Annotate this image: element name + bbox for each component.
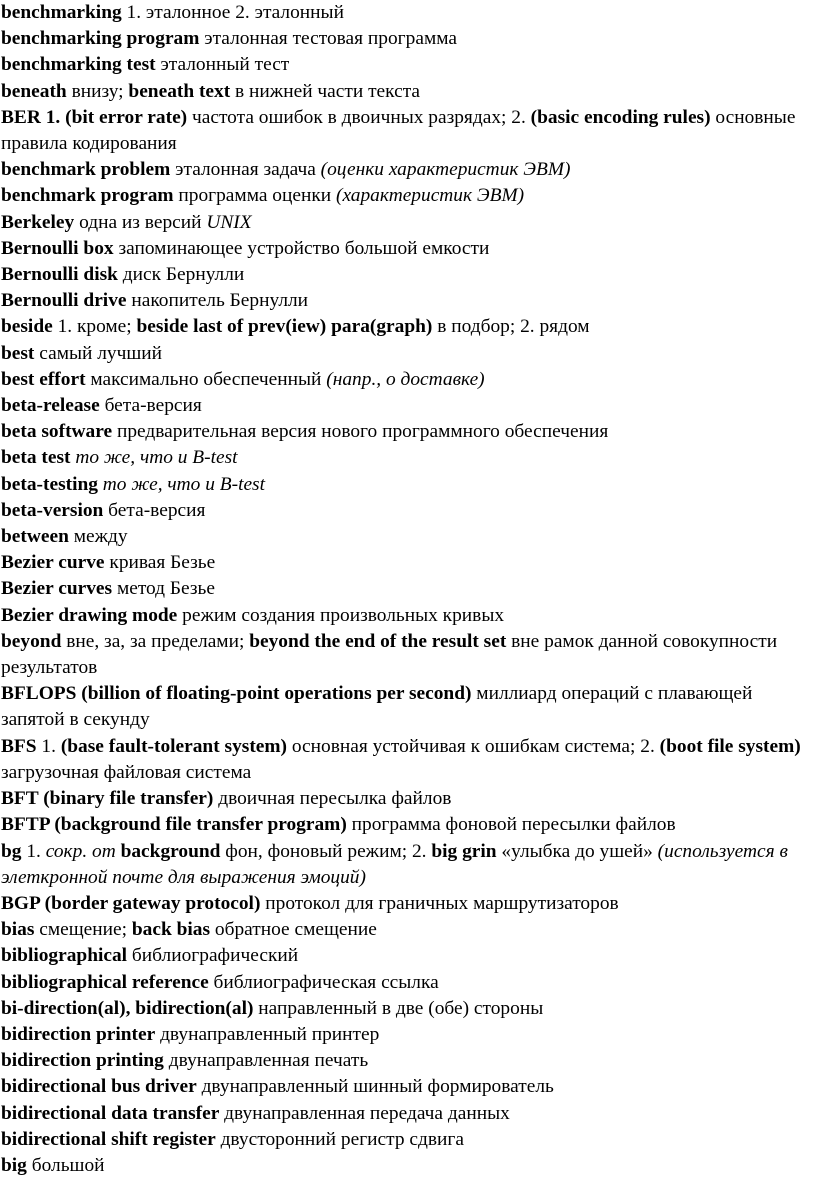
entry-definition: эталонный тест bbox=[155, 54, 290, 76]
entry-term: bibliographical bbox=[1, 945, 128, 967]
entry-term: Bezier drawing mode bbox=[1, 604, 178, 626]
entry-definition: миллиард операций с плавающей запятой в секунду bbox=[1, 683, 753, 731]
dictionary-entry bbox=[1, 576, 806, 602]
entry-note: сокр. от bbox=[45, 840, 116, 862]
entry-term: beta test bbox=[1, 447, 71, 469]
entry-definition: библиографическая ссылка bbox=[208, 971, 439, 993]
entry-term: BFLOPS (billion of floating-point operations per second) bbox=[1, 683, 472, 705]
entry-note: (напр., о доставке) bbox=[326, 368, 485, 390]
entry-term: benchmark program bbox=[1, 185, 174, 207]
entry-definition: загрузочная файловая система bbox=[1, 761, 252, 783]
entry-term: beta-version bbox=[1, 499, 104, 521]
dictionary-entry bbox=[1, 891, 806, 917]
entry-definition: 1. кроме; bbox=[52, 316, 137, 338]
entry-term: Bezier curve bbox=[1, 552, 105, 574]
entry-definition: в нижней части текста bbox=[230, 80, 421, 102]
entry-term: beyond bbox=[1, 630, 62, 652]
dictionary-entry bbox=[1, 105, 806, 157]
entry-term: between bbox=[1, 526, 69, 548]
entry-term: Bezier curves bbox=[1, 578, 113, 600]
dictionary-entry bbox=[1, 786, 806, 812]
dictionary-entry bbox=[1, 524, 806, 550]
dictionary-entry bbox=[1, 288, 806, 314]
entry-definition: кривая Безье bbox=[104, 552, 216, 574]
entry-definition: «улыбка до ушей» bbox=[496, 840, 658, 862]
entry-definition: программа фоновой пересылки файлов bbox=[346, 814, 676, 836]
entry-definition: одна из версий bbox=[74, 211, 207, 233]
entry-definition: фон, фоновый режим; 2. bbox=[220, 840, 432, 862]
dictionary-entry bbox=[1, 236, 806, 262]
dictionary-entry bbox=[1, 341, 806, 367]
dictionary-entry bbox=[1, 1074, 806, 1100]
entry-term: benchmark problem bbox=[1, 159, 171, 181]
entry-term: beta software bbox=[1, 421, 113, 443]
dictionary-entry bbox=[1, 1101, 806, 1127]
entry-definition: бета-версия bbox=[99, 395, 202, 417]
entry-term: (boot file system) bbox=[659, 735, 801, 757]
entry-term: beneath text bbox=[128, 80, 231, 102]
entry-definition: бета-версия bbox=[103, 499, 206, 521]
dictionary-entry bbox=[1, 498, 806, 524]
entry-note: то же, что и B-test bbox=[75, 447, 238, 469]
entry-definition: вне, за, за пределами; bbox=[61, 630, 250, 652]
entry-definition: основные правила кодирования bbox=[1, 106, 796, 155]
entry-term: big grin bbox=[431, 840, 497, 862]
entry-definition: в подбор; 2. рядом bbox=[432, 316, 590, 338]
entry-term: bibliographical reference bbox=[1, 971, 209, 993]
entry-term: (base fault-tolerant system) bbox=[60, 735, 287, 757]
entry-definition: эталонная тестовая программа bbox=[199, 28, 457, 50]
entry-term: background bbox=[120, 840, 221, 862]
dictionary-entry bbox=[1, 183, 806, 209]
entry-term: back bias bbox=[131, 919, 211, 941]
entry-definition: 1. bbox=[36, 735, 61, 757]
dictionary-entry bbox=[1, 1022, 806, 1048]
dictionary-entry bbox=[1, 1048, 806, 1074]
dictionary-entry bbox=[1, 629, 806, 681]
entry-note: (используется в элеткронной почте для выражения эмоций) bbox=[1, 840, 788, 888]
dictionary-entry bbox=[1, 603, 806, 629]
entry-term: Bernoulli drive bbox=[1, 290, 127, 312]
entry-term: bg bbox=[1, 840, 22, 862]
entry-term: bidirectional shift register bbox=[1, 1128, 216, 1150]
entry-term: beside bbox=[1, 316, 53, 338]
dictionary-entry bbox=[1, 1153, 806, 1179]
entry-term: benchmarking test bbox=[1, 54, 156, 76]
entry-definition: эталонная задача bbox=[170, 159, 321, 181]
entry-definition: 1. bbox=[21, 840, 46, 862]
entry-note: (характеристик ЭВМ) bbox=[335, 185, 525, 207]
entry-definition: 1. эталонное 2. эталонный bbox=[121, 2, 344, 23]
entry-definition: смещение; bbox=[34, 919, 132, 941]
dictionary-entry bbox=[1, 367, 806, 393]
entry-definition: вне рамок данной совокупности результатов bbox=[1, 630, 778, 679]
entry-term: best bbox=[1, 342, 35, 364]
entry-definition: диск Бернулли bbox=[117, 264, 245, 286]
dictionary-entry bbox=[1, 970, 806, 996]
entry-term: benchmarking bbox=[1, 2, 122, 23]
entry-definition: предварительная версия нового программного обеспечения bbox=[112, 421, 609, 443]
entry-term: bidirectional data transfer bbox=[1, 1102, 220, 1124]
entry-term: bidirection printer bbox=[1, 1023, 156, 1045]
dictionary-entry bbox=[1, 210, 806, 236]
dictionary-entry bbox=[1, 445, 806, 471]
entry-definition: двунаправленный шинный формирователь bbox=[196, 1076, 554, 1098]
entry-term: beta-release bbox=[1, 395, 100, 417]
entry-term: (basic encoding rules) bbox=[530, 106, 711, 128]
entry-definition: обратное смещение bbox=[210, 919, 377, 941]
entry-definition: накопитель Бернулли bbox=[126, 290, 309, 312]
dictionary-entry bbox=[1, 52, 806, 78]
entry-term: Bernoulli disk bbox=[1, 264, 118, 286]
entry-term: beside last of prev(iew) para(graph) bbox=[136, 316, 433, 338]
entry-term: bidirectional bus driver bbox=[1, 1076, 197, 1098]
entry-definition: направленный в две (обе) стороны bbox=[253, 997, 544, 1019]
dictionary-entry bbox=[1, 262, 806, 288]
entry-term: bidirection printing bbox=[1, 1050, 164, 1072]
dictionary-entry bbox=[1, 917, 806, 943]
entry-definition: большой bbox=[26, 1154, 105, 1176]
entry-term: BGP (border gateway protocol) bbox=[1, 892, 261, 914]
entry-definition: максимально обеспеченный bbox=[85, 368, 327, 390]
entry-term: BFT (binary file transfer) bbox=[1, 788, 214, 810]
entry-term: best effort bbox=[1, 368, 86, 390]
dictionary-entry bbox=[1, 839, 806, 891]
entry-definition: частота ошибок в двоичных разрядах; 2. bbox=[187, 106, 531, 128]
entry-definition: метод Безье bbox=[112, 578, 215, 600]
dictionary-entry bbox=[1, 1127, 806, 1153]
dictionary-entry bbox=[1, 26, 806, 52]
dictionary-entry bbox=[1, 550, 806, 576]
entry-term: bias bbox=[1, 919, 35, 941]
entry-note: (оценки характеристик ЭВМ) bbox=[320, 159, 571, 181]
dictionary-entry bbox=[1, 734, 806, 786]
entry-term: Berkeley bbox=[1, 211, 75, 233]
entry-term: big bbox=[1, 1154, 27, 1176]
entry-definition: основная устойчивая к ошибкам система; 2. bbox=[287, 735, 660, 757]
entry-term: benchmarking program bbox=[1, 28, 200, 50]
entry-definition: внизу; bbox=[66, 80, 129, 102]
entry-term: beneath bbox=[1, 80, 67, 102]
entry-definition: программа оценки bbox=[173, 185, 336, 207]
entry-definition: самый лучший bbox=[34, 342, 163, 364]
dictionary-entry bbox=[1, 79, 806, 105]
entry-term: BFTP (background file transfer program) bbox=[1, 814, 347, 836]
dictionary-entry bbox=[1, 472, 806, 498]
dictionary-entry bbox=[1, 314, 806, 340]
entry-definition: режим создания произвольных кривых bbox=[177, 604, 505, 626]
dictionary-entry bbox=[1, 419, 806, 445]
entry-definition: двунаправленная передача данных bbox=[219, 1102, 510, 1124]
entry-definition: протокол для граничных маршрутизаторов bbox=[260, 892, 619, 914]
entry-definition: запоминающее устройство большой емкости bbox=[113, 237, 490, 259]
entry-term: beyond the end of the result set bbox=[249, 630, 507, 652]
entry-definition: двусторонний регистр сдвига bbox=[215, 1128, 464, 1150]
dictionary-entry bbox=[1, 157, 806, 183]
entry-term: BFS bbox=[1, 735, 37, 757]
entry-note: то же, что и B-test bbox=[102, 473, 265, 495]
entry-term: bi-direction(al), bidirection(al) bbox=[1, 997, 254, 1019]
entry-definition: двунаправленная печать bbox=[163, 1050, 369, 1072]
entry-definition: двунаправленный принтер bbox=[155, 1023, 380, 1045]
entry-term: beta-testing bbox=[1, 473, 98, 495]
entry-note: UNIX bbox=[206, 211, 252, 233]
dictionary-entry bbox=[1, 393, 806, 419]
entry-definition: между bbox=[68, 526, 128, 548]
dictionary-entry bbox=[1, 0, 806, 26]
entry-term: Bernoulli box bbox=[1, 237, 114, 259]
dictionary-entry bbox=[1, 996, 806, 1022]
dictionary-entry bbox=[1, 812, 806, 838]
entry-term: BER 1. (bit error rate) bbox=[1, 106, 188, 128]
dictionary-entry bbox=[1, 681, 806, 733]
dictionary-entry bbox=[1, 943, 806, 969]
entry-definition: двоичная пересылка файлов bbox=[213, 788, 452, 810]
entry-definition: библиографический bbox=[127, 945, 299, 967]
